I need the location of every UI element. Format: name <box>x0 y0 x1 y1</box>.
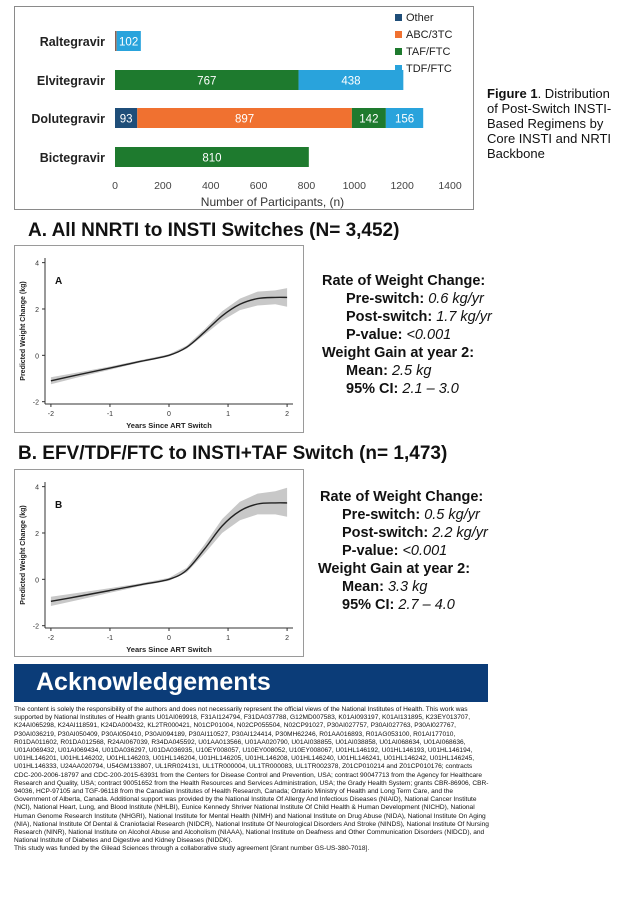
y-axis-label: Predicted Weight Change (kg) <box>20 505 27 605</box>
panel-a-post-value: 1.7 kg/yr <box>436 309 492 325</box>
panel-b-rate-heading: Rate of Weight Change: <box>320 489 484 505</box>
data-label: 142 <box>359 113 379 126</box>
panel-b-mean-label: Mean: <box>342 579 384 595</box>
confidence-band <box>51 288 287 384</box>
x-tick-label: -1 <box>106 411 114 418</box>
legend-label-taf-ftc: TAF/FTC <box>406 46 451 58</box>
panel-letter: B <box>55 500 63 511</box>
panel-a-mean-value: 2.5 kg <box>391 363 432 379</box>
panel-b-mean-value: 3.3 kg <box>387 579 428 595</box>
category-label-elvitegravir: Elvitegravir <box>36 74 105 88</box>
x-tick-label: 400 <box>201 180 220 192</box>
panel-b-ci-label: 95% CI: <box>342 597 395 613</box>
x-tick-label: 2 <box>285 411 290 418</box>
panel-a-svg <box>15 246 303 432</box>
panel-a-post-switch <box>322 308 492 326</box>
panel-b-p-value <box>318 542 488 560</box>
legend-swatch-abc-3tc <box>395 31 402 38</box>
x-tick-label: 600 <box>249 180 268 192</box>
data-label: 767 <box>197 75 217 88</box>
acknowledgements-header <box>14 664 488 702</box>
weight-change-line <box>51 503 287 601</box>
x-tick-label: 1 <box>226 411 231 418</box>
x-tick-label: -1 <box>106 635 114 642</box>
panel-a-mean <box>322 362 492 380</box>
bar-raltegravir-abc-3tc <box>115 31 116 51</box>
legend-swatch-other <box>395 14 402 21</box>
panel-b-pre-switch <box>318 506 488 524</box>
x-axis-label: Number of Participants, (n) <box>200 195 345 209</box>
panel-a-post-label: Post-switch: <box>346 309 433 325</box>
panel-a-p-value <box>322 326 492 344</box>
panel-b-pre-label: Pre-switch: <box>342 507 421 523</box>
panel-b-gain-heading: Weight Gain at year 2: <box>318 561 471 577</box>
y-tick-label: 2 <box>35 306 39 314</box>
x-tick-label: 1 <box>226 635 231 642</box>
panel-a-gain-heading: Weight Gain at year 2: <box>322 345 475 361</box>
panel-b-post-label: Post-switch: <box>342 525 429 541</box>
data-label: 102 <box>119 36 139 49</box>
panel-a-pre-switch <box>322 290 492 308</box>
figure1-caption <box>487 86 617 161</box>
x-axis-label: Years Since ART Switch <box>126 645 212 654</box>
panel-a-title: A. All NNRTI to INSTI Switches (N= 3,452) <box>28 220 400 241</box>
data-label: 810 <box>202 152 222 165</box>
x-tick-label: 2 <box>285 635 290 642</box>
panel-letter: A <box>55 276 63 287</box>
panel-a-chart <box>14 245 304 433</box>
y-tick-label: 4 <box>35 484 39 492</box>
legend-label-abc-3tc: ABC/3TC <box>406 29 453 41</box>
panel-a-stats <box>322 272 492 398</box>
acknowledgements-body <box>14 706 490 854</box>
x-axis-label: Years Since ART Switch <box>126 421 212 430</box>
acknowledgements-title: Acknowledgements <box>36 668 271 696</box>
legend-label-other: Other <box>406 12 434 24</box>
panel-b-post-switch <box>318 524 488 542</box>
category-label-dolutegravir: Dolutegravir <box>31 112 105 126</box>
panel-a-p-val: <0.001 <box>406 327 452 343</box>
y-tick-label: 0 <box>35 353 39 361</box>
x-tick-label: 1400 <box>438 180 462 192</box>
legend-swatch-taf-ftc <box>395 48 402 55</box>
legend-label-tdf-ftc: TDF/FTC <box>406 63 452 75</box>
panel-b-ci-value: 2.7 – 4.0 <box>398 597 455 613</box>
panel-b-chart <box>14 469 304 657</box>
acknowledgements-paragraph-2: This study was funded by the Gilead Sciences through a collaborative study agreement [Grant number GS-US-380-7018]. <box>14 845 370 853</box>
panel-a-ci-value: 2.1 – 3.0 <box>402 381 459 397</box>
y-tick-label: 4 <box>35 260 39 268</box>
panel-b-p-label: P-value: <box>342 543 399 559</box>
x-tick-label: 0 <box>167 411 171 418</box>
weight-change-line <box>51 297 287 380</box>
legend-swatch-tdf-ftc <box>395 65 402 72</box>
figure1-caption-text: . Distribution of Post-Switch INSTI-Based Regimens by Core INSTI and NRTI Backbone <box>487 86 612 161</box>
data-label: 156 <box>394 113 415 126</box>
panel-a-ci <box>322 380 492 398</box>
figure1-chart <box>14 6 474 210</box>
y-tick-label: 2 <box>35 530 39 538</box>
panel-b-mean <box>318 578 488 596</box>
panel-b-title: B. EFV/TDF/FTC to INSTI+TAF Switch (n= 1,473) <box>18 443 448 464</box>
x-tick-label: 800 <box>297 180 316 192</box>
panel-b-ci <box>318 596 488 614</box>
panel-a-pre-value: 0.6 kg/yr <box>428 291 484 307</box>
x-tick-label: 0 <box>167 635 171 642</box>
panel-b-stats <box>318 488 488 614</box>
panel-a-ci-label: 95% CI: <box>346 381 399 397</box>
y-tick-label: 0 <box>35 577 39 585</box>
y-tick-label: -2 <box>32 399 39 407</box>
panel-a-p-label: P-value: <box>346 327 403 343</box>
figure1-svg <box>15 7 473 209</box>
acknowledgements-paragraph-1: The content is solely the responsibility of the authors and does not necessarily represent the official views of the National Institutes of Health. This work was supported by National Institutes of Health grants U01AI069918, F31AI124794, F31DA037788, G12MD007583, K01AI093197, K01AI131895, K23EY013707, K24AI065298, K24AI118591, K24DA000432, KL2TR000421, N01CP01004, N02CP055504, N02CP91027, P30AI027757, P30AI027763, P30AI027767, P30AI036219, P30AI050409, P30AI050410, P30AI094189, P30AI110527, P30AI124414, P30MH62246, R01AA016893, R01AG053100, R01AI177010, R01DA011602, R01DA012568, R24AI067039, R34DA045592, U01AA013566, U01AA020790, U01AI038855, U01AI038858, U01AI068634, U01AI068636, U01AI069432, U01AI069434, U01DA036297, U01DA036935, U10EY008057, U10EY008052, U10EY008067, U01HL146192, U01HL146193, U01HL146194, U01HL146201, U01HL146202, U01HL146203, U01HL146204, U01HL146205, U01HL146208, U01HL146240, U01HL146241, U01HL146242, U01HL146245, U01HL146333, U24AA020794, U54GM133807, UL1RR024131, UL1TR000004, UL1TR000083, UL1TR002378, Z01CP010214 and Z01CP010176; contracts CDC-200-2006-18797 and CDC-200-2015-63931 from the Centers for Disease Control and Prevention, USA; contract 90047713 from the Agency for Healthcare Research and Quality, USA; contract 90051652 from the Health Resources and Services Administration, USA; the Grady Health System; grants CBR-86906, CBR-94036, HCP-97105 and TGF-96118 from the Canadian Institutes of Health Research, Canada; Ontario Ministry of Health and Long Term Care, and the Government of Alberta, Canada. Additional support was provided by the National Institute Of Allergy And Infectious Diseases (NIAID), National Cancer Institute (NCI), National Heart, Lung, and Blood Institute (NHLBI), Eunice Kennedy Shriver National Institute Of Child Health & Human Development (NICHD), National Human Genome Research Institute (NHGRI), National Institute for Mental Health (NIMH) and National Institute on Drug Abuse (NIDA), National Institute On Aging (NIA), National Institute Of Dental & Craniofacial Research (NIDCR), National Institute Of Neurological Disorders And Stroke (NINDS), National Institute Of Nursing Research (NINR), National Institute on Alcohol Abuse and Alcoholism (NIAAA), National Institute on Deafness and Other Communication Disorders (NIDCD), and National Institute of Diabetes and Digestive and Kidney Diseases (NIDDK). <box>14 706 489 845</box>
panel-b-pre-value: 0.5 kg/yr <box>424 507 480 523</box>
category-label-raltegravir: Raltegravir <box>39 35 105 49</box>
x-tick-label: 1200 <box>390 180 414 192</box>
x-tick-label: 1000 <box>342 180 366 192</box>
panel-b-p-val: <0.001 <box>402 543 448 559</box>
y-tick-label: -2 <box>32 623 39 631</box>
data-label: 438 <box>341 75 361 88</box>
x-tick-label: 200 <box>154 180 172 192</box>
x-tick-label: -2 <box>47 411 55 418</box>
data-label: 897 <box>234 113 255 126</box>
category-label-bictegravir: Bictegravir <box>39 151 105 165</box>
x-tick-label: -2 <box>47 635 55 642</box>
data-label: 93 <box>119 113 133 126</box>
panel-a-mean-label: Mean: <box>346 363 388 379</box>
panel-b-post-value: 2.2 kg/yr <box>432 525 488 541</box>
figure1-caption-label: Figure 1 <box>487 86 538 101</box>
panel-a-rate-heading: Rate of Weight Change: <box>322 273 486 289</box>
panel-b-svg <box>15 470 303 656</box>
y-axis-label: Predicted Weight Change (kg) <box>20 281 27 381</box>
x-tick-label: 0 <box>112 180 118 192</box>
panel-a-pre-label: Pre-switch: <box>346 291 425 307</box>
